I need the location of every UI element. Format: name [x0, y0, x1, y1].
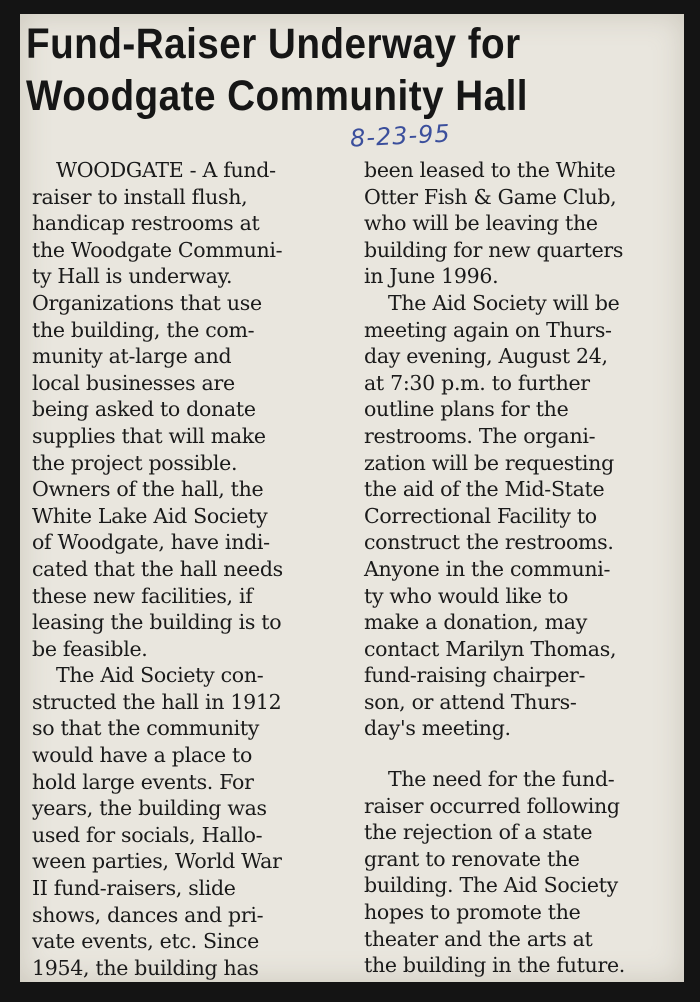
article-line: who will be leaving the — [364, 211, 598, 236]
article-line: leasing the building is to — [32, 610, 282, 635]
article-line: outline plans for the — [364, 397, 569, 422]
article-line: at 7:30 p.m. to further — [364, 370, 590, 395]
article-line: raiser occurred following — [364, 793, 620, 818]
article-line: munity at-large and — [32, 344, 232, 369]
article-line: hold large events. For — [32, 769, 254, 794]
article-line: grant to renovate the — [364, 846, 580, 871]
headline-line-2: Woodgate Community Hall — [26, 72, 529, 120]
article-line: II fund-raisers, slide — [32, 876, 236, 901]
article-line: being asked to donate — [32, 397, 256, 422]
article-line: Otter Fish & Game Club, — [364, 184, 617, 209]
article-line: restrooms. The organi- — [364, 423, 596, 448]
article-line: Correctional Facility to — [364, 503, 597, 528]
article-line: of Woodgate, have indi- — [32, 530, 270, 555]
article-line: the building in the future. — [364, 953, 625, 978]
handwritten-date: 8-23-95 — [349, 119, 452, 153]
article-line: would have a place to — [32, 743, 252, 768]
article-line: make a donation, may — [364, 610, 587, 635]
article-line: day's meeting. — [364, 716, 511, 741]
article-line: handicap restrooms at — [32, 211, 260, 236]
article-line: ween parties, World War — [32, 849, 282, 874]
article-line: hopes to promote the — [364, 900, 581, 925]
article-line: be feasible. — [32, 636, 148, 661]
article-line: cated that the hall needs — [32, 556, 283, 581]
article-line: vate events, etc. Since — [32, 929, 259, 954]
article-line: son, or attend Thurs- — [364, 689, 577, 714]
article-line: construct the restrooms. — [364, 530, 614, 555]
article-line: The need for the fund- — [388, 767, 615, 792]
article-line: zation will be requesting — [364, 450, 614, 475]
article-line: Organizations that use — [32, 290, 262, 315]
article-line: WOODGATE - A fund- — [56, 158, 276, 182]
headline-line-1: Fund-Raiser Underway for — [26, 20, 521, 68]
article-line: raiser to install flush, — [32, 184, 248, 209]
article-line: the Woodgate Communi- — [32, 237, 283, 262]
article-line: so that the community — [32, 716, 260, 741]
article-line: 1954, the building has — [32, 955, 259, 980]
newspaper-clipping — [20, 14, 684, 982]
article-line: years, the building was — [32, 796, 267, 821]
article-line: the project possible. — [32, 450, 238, 475]
article-line: supplies that will make — [32, 423, 266, 448]
article-line: local businesses are — [32, 370, 235, 395]
article-line: structed the hall in 1912 — [32, 689, 282, 714]
article-line: the rejection of a state — [364, 820, 593, 845]
right-column — [364, 157, 674, 979]
paragraph-spacer — [364, 742, 674, 766]
article-line: shows, dances and pri- — [32, 902, 264, 927]
article-line: the building, the com- — [32, 317, 255, 342]
article-line: these new facilities, if — [32, 583, 253, 608]
article-line: ty Hall is underway. — [32, 264, 233, 289]
article-line: been leased to the White — [364, 158, 616, 182]
article-line: Owners of the hall, the — [32, 477, 264, 502]
article-line: White Lake Aid Society — [32, 503, 268, 528]
left-column — [32, 157, 354, 981]
article-line: contact Marilyn Thomas, — [364, 636, 617, 661]
article-line: building. The Aid Society — [364, 873, 618, 898]
article-line: ty who would like to — [364, 583, 568, 608]
article-line: theater and the arts at — [364, 926, 593, 951]
article-line: in June 1996. — [364, 264, 499, 289]
article-line: The Aid Society will be — [388, 290, 620, 315]
article-line: The Aid Society con- — [56, 663, 264, 688]
article-line: day evening, August 24, — [364, 344, 608, 369]
article-line: building for new quarters — [364, 237, 624, 262]
cut-off-text-fragment — [60, 958, 660, 982]
article-line: Anyone in the communi- — [364, 556, 611, 581]
article-line: meeting again on Thurs- — [364, 317, 612, 342]
headline — [26, 18, 611, 122]
article-line: used for socials, Hallo- — [32, 822, 263, 847]
article-line: fund-raising chairper- — [364, 663, 586, 688]
article-line: the aid of the Mid-State — [364, 477, 605, 502]
